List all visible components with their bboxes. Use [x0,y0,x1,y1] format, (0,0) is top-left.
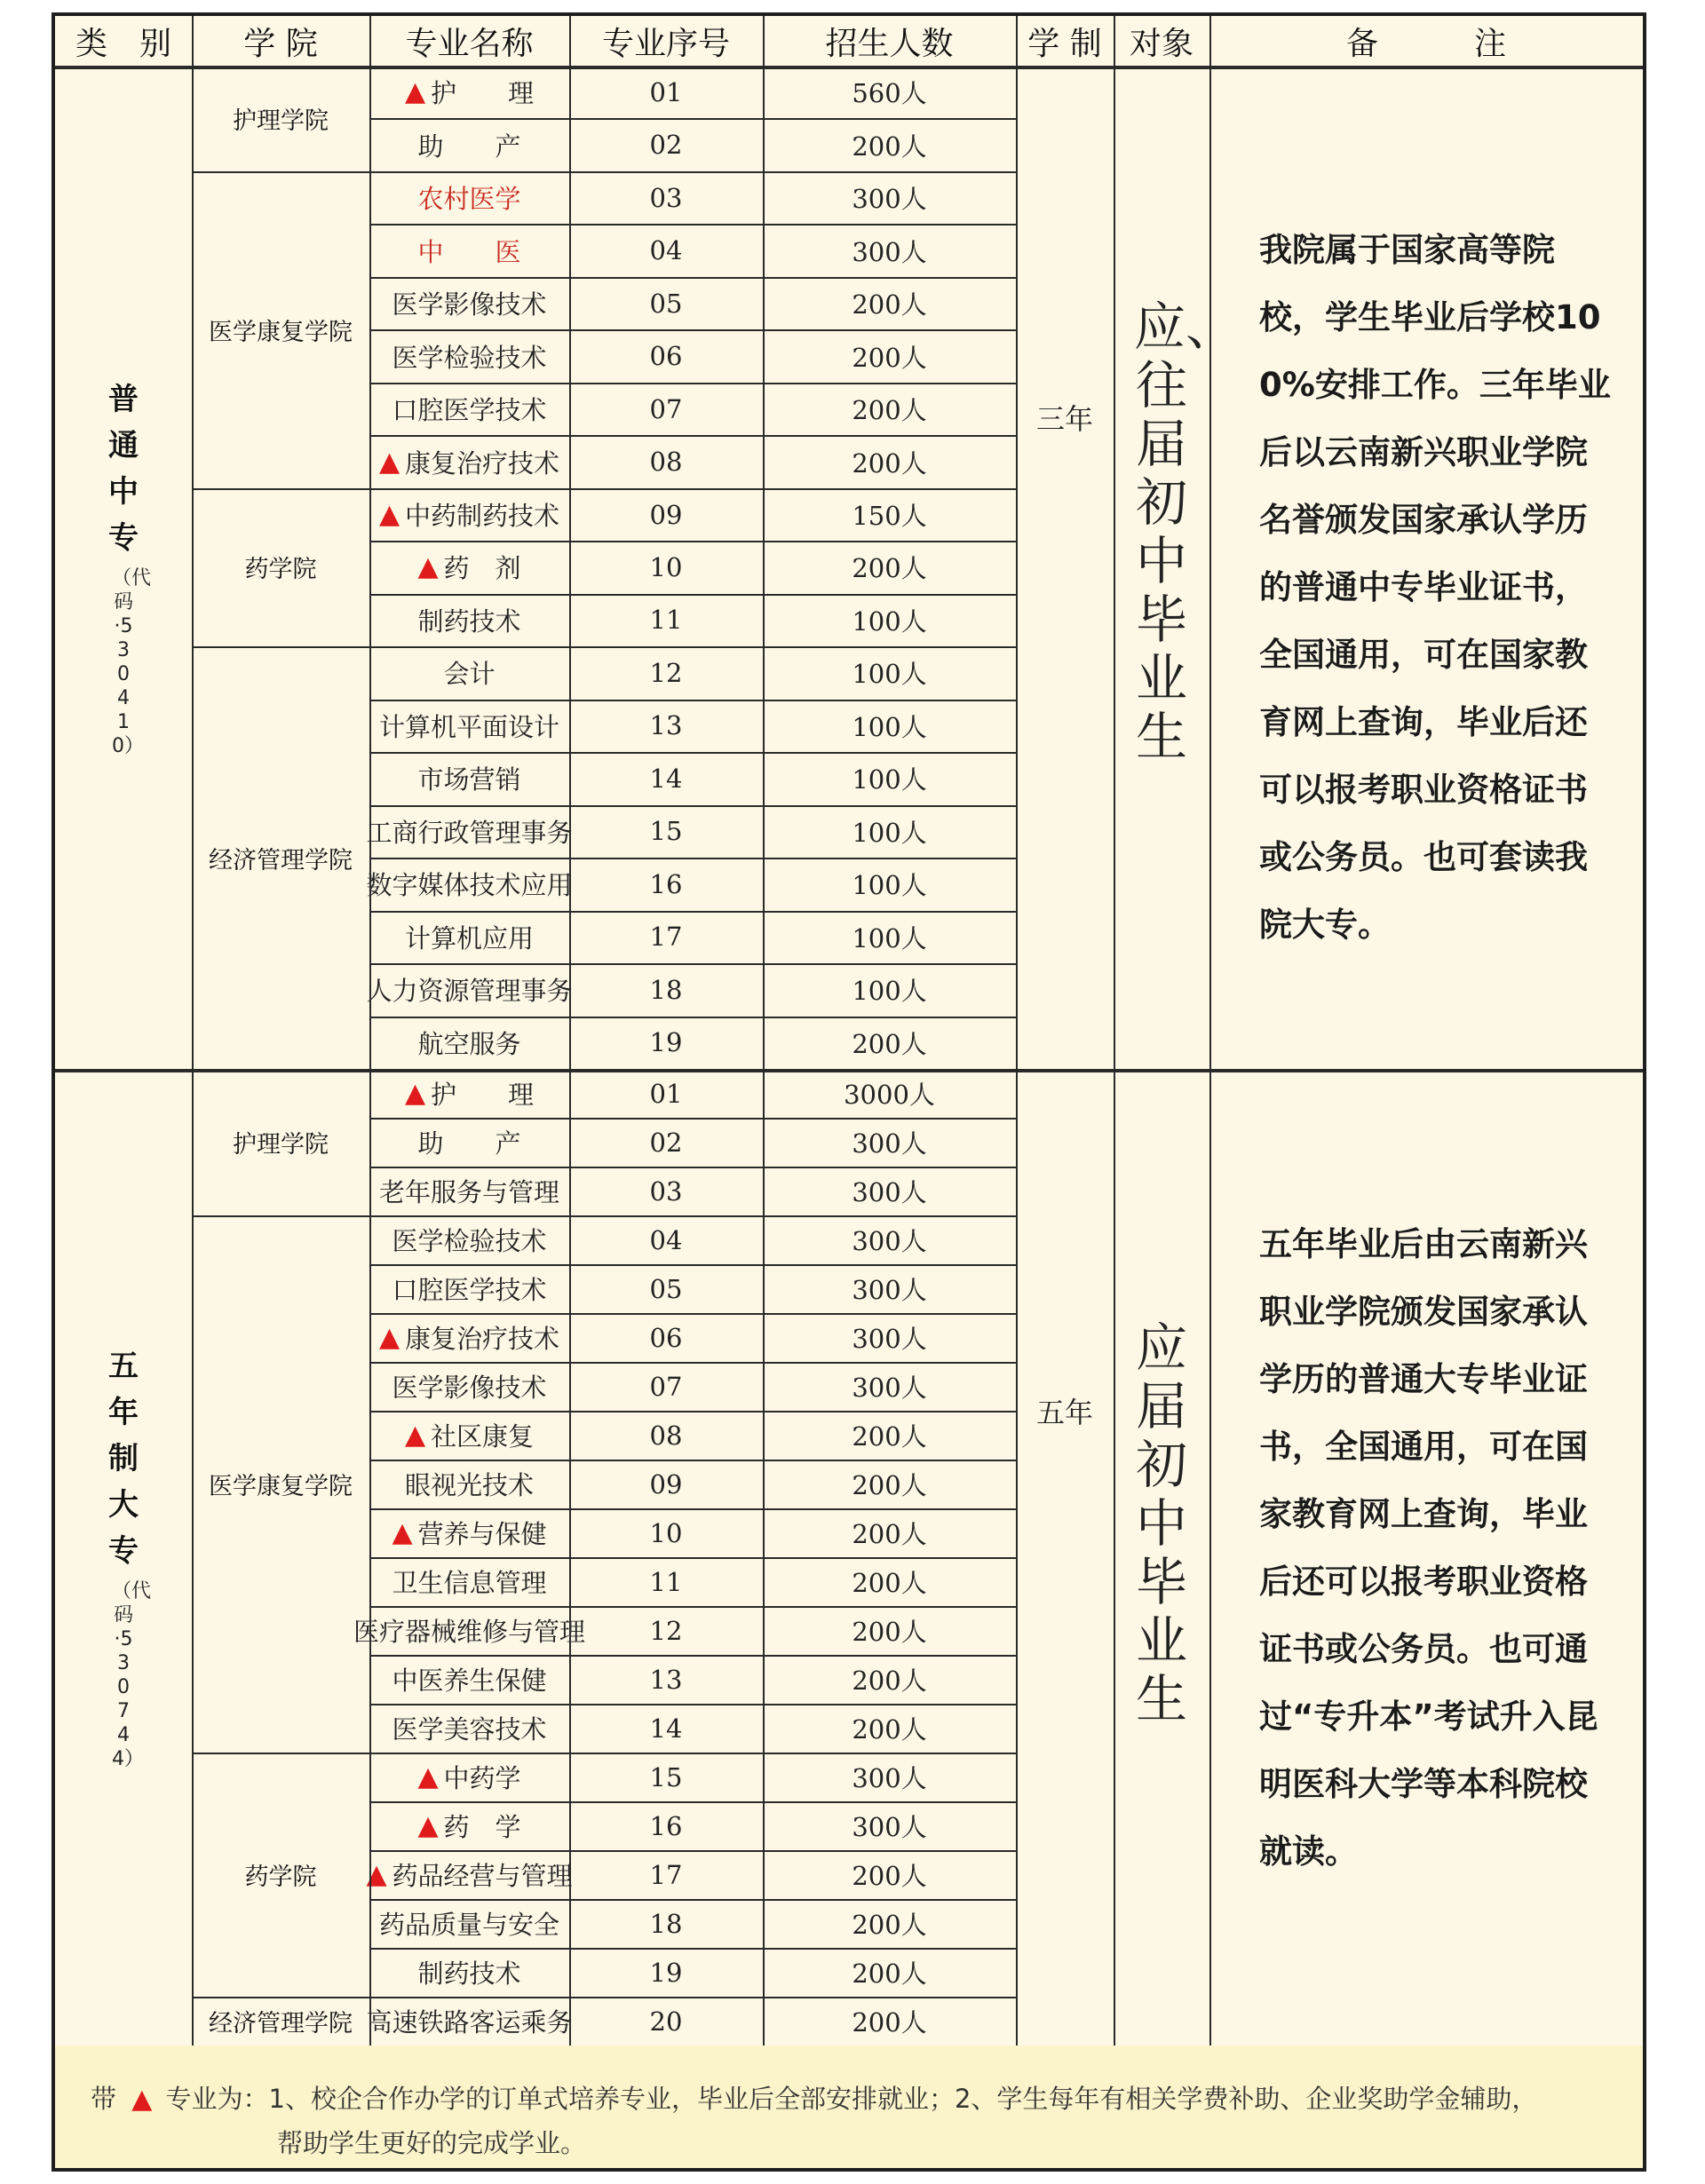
target-label: 应、往届初中毕业生 [1134,297,1238,768]
major-seq: 05 [649,288,683,319]
row-divider [369,594,1016,596]
major-seq: 15 [649,1761,683,1792]
major-label: 护 理 [431,78,535,109]
triangle-mark-icon: ▲ [378,499,400,531]
major-label: 中药学 [443,1763,521,1793]
major-label: 人力资源管理事务 [366,976,573,1007]
major-name [366,1850,573,1899]
header-seq: 专业序号 [601,25,730,62]
row-divider [369,911,1016,913]
major-seq: 16 [649,1810,683,1841]
enrollment-count: 200人 [852,395,927,426]
enrollment-count: 300人 [852,1373,927,1403]
major-name [369,224,569,276]
college-name: 药学院 [244,1864,317,1891]
major-seq: 12 [649,657,683,688]
enrollment-count: 200人 [852,1666,927,1696]
major-seq: 07 [649,1371,683,1402]
major-name [369,1460,569,1508]
column-divider [1209,16,1211,2046]
enrollment-count: 200人 [852,1617,927,1647]
triangle-mark-icon: ▲ [417,551,439,583]
row-divider [369,1411,1016,1412]
major-name [369,911,569,963]
major-label: 药 学 [443,1812,521,1842]
major-seq: 18 [649,1908,683,1939]
row-divider [369,1948,1016,1950]
major-name [369,1508,569,1557]
section-duration: 三年 [1035,401,1093,436]
enrollment-count: 200人 [852,1470,927,1500]
column-divider [192,16,194,2046]
major-seq: 09 [649,499,683,530]
major-label: 康复治疗技术 [405,447,560,479]
row-divider [369,1850,1016,1852]
row-divider [369,1606,1016,1608]
enrollment-count: 300人 [852,236,927,267]
major-label: 眼视光技术 [404,1470,534,1500]
major-seq: 18 [649,974,683,1005]
college-name: 护理学院 [233,107,329,135]
enrollment-count: 100人 [852,605,927,637]
major-label: 高速铁路客运乘务 [366,2007,573,2038]
major-seq: 10 [649,1517,683,1548]
major-label: 医疗器械维修与管理 [353,1617,586,1647]
major-label: 卫生信息管理 [392,1568,547,1598]
major-name [369,383,569,435]
major-name [369,1411,569,1460]
enrollment-count: 300人 [852,1177,927,1207]
major-label: 航空服务 [417,1028,521,1059]
row-divider [369,1118,1016,1120]
triangle-mark-icon: ▲ [378,1322,400,1353]
major-label: 制药技术 [417,605,521,637]
row-divider [369,541,1016,542]
major-name [369,1017,569,1069]
major-label: 药品经营与管理 [392,1861,573,1891]
enrollment-count: 200人 [852,1910,927,1940]
major-name [369,1704,569,1753]
major-seq: 11 [649,1566,683,1597]
triangle-mark-icon: ▲ [404,1420,426,1451]
row-divider [369,277,1016,279]
section-category [55,66,192,1069]
row-divider [369,435,1016,437]
major-name [369,118,569,170]
college-name: 医学康复学院 [209,1473,353,1500]
major-seq: 15 [649,816,683,847]
enrollment-count: 3000人 [844,1080,935,1110]
major-name [369,1557,569,1606]
major-name [369,171,569,224]
section-note: 五年毕业后由云南新兴职业学院颁发国家承认学历的普通大专毕业证书，全国通用，可在国家教育网上查询，毕业后还可以报考职业资格证书或公务员。也可通过“专升本”考试升入昆明医科大学等本科院校就读。 [1259,1225,1598,1871]
major-name [369,1801,569,1850]
major-name [369,1753,569,1801]
major-name [369,1313,569,1362]
major-name [353,1606,586,1655]
major-label: 护 理 [431,1080,535,1110]
major-label: 市场营销 [417,764,521,795]
column-divider [763,16,765,2046]
enrollment-count: 100人 [852,922,927,954]
major-label: 中 医 [417,236,521,267]
major-seq: 13 [649,710,683,741]
enrollment-count: 200人 [852,342,927,373]
enrollment-count: 200人 [852,1028,927,1059]
major-label: 助 产 [417,1128,521,1159]
major-seq: 11 [649,605,683,636]
major-name [369,277,569,329]
row-divider [369,700,1016,701]
enrollment-count: 200人 [852,1958,927,1989]
triangle-mark-icon: ▲ [378,446,400,478]
target-label: 应届初中毕业生 [1135,1317,1187,1729]
major-label: 医学检验技术 [392,342,547,373]
footer-line-1 [91,2079,1537,2116]
major-name [369,752,569,804]
major-name [369,1118,569,1167]
row-divider [369,1017,1016,1018]
major-label: 计算机平面设计 [378,711,559,742]
major-label: 会计 [443,659,496,690]
major-name [366,858,573,910]
major-seq: 12 [649,1615,683,1646]
major-seq: 06 [649,1322,683,1353]
major-label: 助 产 [417,131,521,162]
major-seq: 04 [649,235,683,266]
enrollment-count: 200人 [852,131,927,162]
major-label: 药 剂 [443,553,521,584]
row-divider [369,1704,1016,1705]
header-category: 类 别 [75,25,171,62]
major-label: 医学影像技术 [392,289,547,320]
enrollment-count: 200人 [852,1568,927,1598]
enrollment-table [52,12,1646,2172]
major-name [369,435,569,487]
triangle-mark-icon: ▲ [404,76,426,108]
major-seq: 08 [649,447,683,478]
major-label: 数字媒体技术应用 [366,870,573,901]
major-seq: 01 [649,1078,683,1109]
row-divider [369,329,1016,331]
footer-note [55,2046,1643,2168]
major-label: 中药制药技术 [405,501,560,532]
college-name: 护理学院 [233,1131,329,1159]
major-name [369,1069,569,1118]
enrollment-count: 200人 [852,1714,927,1745]
major-name [369,1167,569,1215]
major-name [369,594,569,646]
row-divider [369,963,1016,965]
row-divider [369,224,1016,226]
major-name [369,1264,569,1313]
major-seq: 08 [649,1420,683,1451]
major-seq: 03 [649,182,683,213]
header-remarks: 备 注 [1345,25,1506,62]
row-divider [369,1362,1016,1364]
enrollment-count: 200人 [852,1861,927,1891]
major-label: 农村医学 [417,184,521,215]
section-target [1114,1069,1209,1977]
enrollment-count: 200人 [852,2007,927,2038]
triangle-mark-icon: ▲ [131,2084,153,2115]
column-divider [369,16,371,2046]
enrollment-count: 200人 [852,447,927,479]
major-seq: 03 [649,1175,683,1207]
enrollment-count: 100人 [852,659,927,690]
major-seq: 14 [649,763,683,794]
major-name [369,541,569,593]
row-divider [369,1655,1016,1657]
major-seq: 01 [649,76,683,107]
major-label: 制药技术 [417,1958,521,1989]
major-label: 工商行政管理事务 [366,817,573,848]
major-label: 计算机应用 [404,922,534,954]
row-divider [369,1264,1016,1266]
footer-text-1: 专业为：1、校企合作办学的订单式培养专业，毕业后全部安排就业；2、学生每年有相关学费补助、企业奖助学金辅助， [165,2084,1538,2114]
major-seq: 05 [649,1273,683,1304]
major-label: 口腔医学技术 [392,1275,547,1305]
major-name [366,963,573,1016]
category-code: （代码·530410） [112,567,152,757]
enrollment-count: 300人 [852,184,927,215]
enrollment-count: 100人 [852,711,927,742]
category-code: （代码·530744） [112,1580,152,1770]
major-label: 营养与保健 [417,1519,547,1549]
major-label: 社区康复 [431,1421,535,1452]
row-divider [369,1899,1016,1901]
enrollment-count: 300人 [852,1226,927,1256]
enrollment-count: 300人 [852,1128,927,1159]
row-divider [369,805,1016,807]
major-name [369,1655,569,1704]
header-duration: 学 制 [1027,25,1102,62]
major-seq: 02 [649,1127,683,1158]
row-divider [369,1508,1016,1510]
row-divider [369,1460,1016,1461]
major-label: 口腔医学技术 [392,395,547,426]
major-name [369,1215,569,1264]
college-name: 医学康复学院 [209,318,353,346]
section-category [55,1069,192,2046]
major-seq: 04 [649,1224,683,1255]
enrollment-count: 200人 [852,553,927,584]
enrollment-count: 100人 [852,976,927,1007]
major-seq: 06 [649,341,683,372]
row-divider [369,752,1016,754]
category-label: 普通中专 [108,382,139,556]
major-name [369,1899,569,1948]
header-target: 对象 [1129,25,1194,62]
triangle-mark-icon: ▲ [392,1517,413,1548]
major-seq: 17 [649,1859,683,1890]
major-name [369,646,569,699]
major-seq: 20 [649,2006,683,2037]
row-divider [369,118,1016,120]
college-name: 药学院 [244,556,317,584]
major-seq: 16 [649,868,683,899]
major-label: 老年服务与管理 [378,1177,559,1207]
category-label: 五年制大专 [108,1349,139,1569]
triangle-mark-icon: ▲ [417,1761,439,1792]
triangle-mark-icon: ▲ [417,1810,439,1841]
row-divider [369,1557,1016,1559]
major-label: 医学美容技术 [392,1714,547,1745]
major-name [369,1362,569,1411]
enrollment-count: 300人 [852,1812,927,1842]
major-name [369,700,569,752]
row-divider [369,1313,1016,1315]
major-name [369,1948,569,1997]
enrollment-count: 200人 [852,289,927,320]
enrollment-count: 300人 [852,1324,927,1354]
row-divider [369,383,1016,384]
major-name [369,329,569,382]
column-divider [1016,16,1018,2046]
major-label: 医学影像技术 [392,1373,547,1403]
header-count: 招生人数 [825,25,954,62]
section-target [1114,66,1238,999]
major-seq: 10 [649,551,683,582]
triangle-mark-icon: ▲ [404,1078,426,1109]
row-divider [369,1167,1016,1168]
section-duration: 五年 [1035,1396,1093,1429]
major-seq: 17 [649,922,683,953]
enrollment-count: 560人 [852,78,927,109]
major-seq: 13 [649,1664,683,1695]
major-seq: 19 [649,1957,683,1988]
enrollment-count: 300人 [852,1275,927,1305]
major-name [366,1997,573,2046]
major-seq: 02 [649,130,683,161]
header-major: 专业名称 [405,25,534,62]
column-divider [569,16,571,2046]
major-seq: 09 [649,1468,683,1500]
section-note: 我院属于国家高等院校，学生毕业后学校100%安排工作。三年毕业后以云南新兴职业学院名誉颁发国家承认学历的普通中专毕业证书，全国通用，可在国家教育网上查询，毕业后还可以报考职业资格证书或公务员。也可套读我院大专。 [1259,231,1611,944]
major-label: 康复治疗技术 [405,1324,560,1354]
major-label: 药品质量与安全 [378,1910,559,1940]
major-name [366,805,573,858]
footer-prefix: 带 [91,2084,117,2114]
enrollment-count: 300人 [852,1763,927,1793]
column-divider [1114,16,1115,2046]
header-college: 学 院 [243,25,318,62]
enrollment-count: 100人 [852,870,927,901]
enrollment-count: 200人 [852,1421,927,1452]
row-divider [369,1801,1016,1803]
row-divider [369,858,1016,859]
enrollment-count: 100人 [852,764,927,795]
major-name [369,488,569,541]
enrollment-count: 100人 [852,817,927,848]
major-seq: 07 [649,393,683,424]
table-grid [55,16,1643,2046]
college-name: 经济管理学院 [209,2010,353,2038]
enrollment-count: 150人 [852,501,927,532]
major-seq: 14 [649,1713,683,1744]
triangle-mark-icon: ▲ [366,1859,387,1890]
major-label: 医学检验技术 [392,1226,547,1256]
major-name [369,66,569,118]
major-seq: 19 [649,1027,683,1058]
college-name: 经济管理学院 [209,846,353,874]
enrollment-count: 200人 [852,1519,927,1549]
major-label: 中医养生保健 [392,1666,547,1696]
footer-line-2: 帮助学生更好的完成学业。 [277,2128,587,2158]
